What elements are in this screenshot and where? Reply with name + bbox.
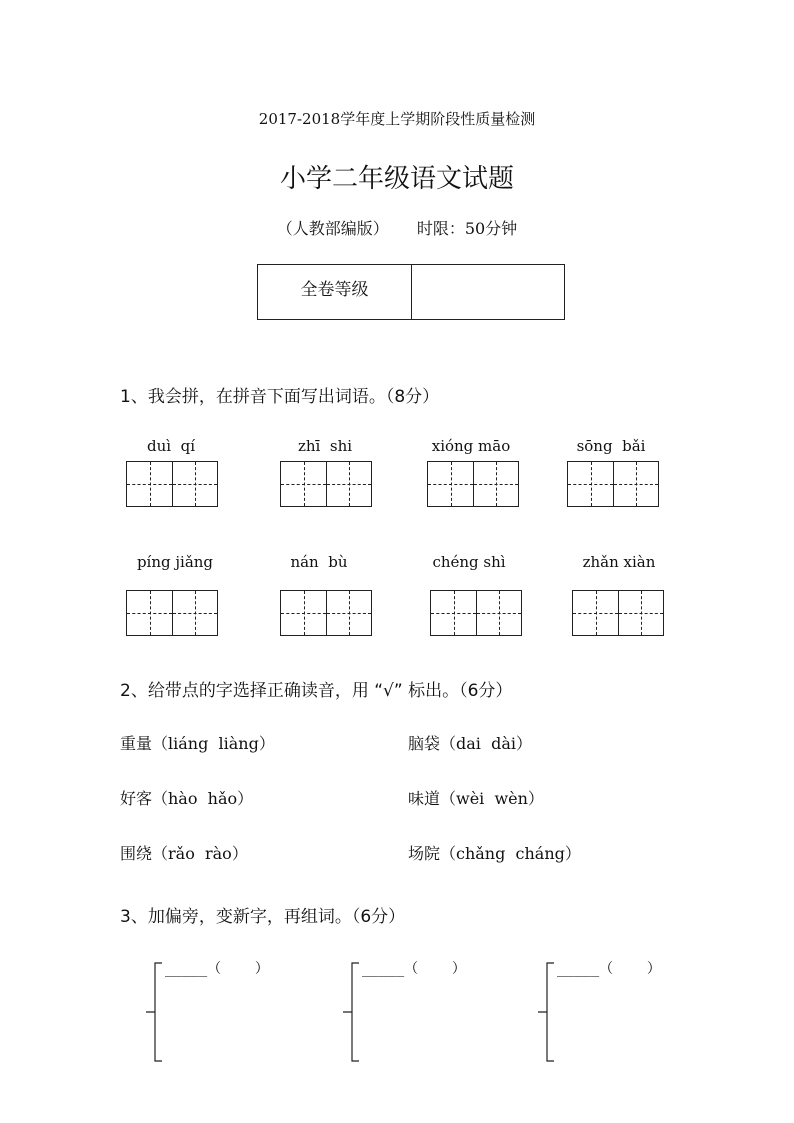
grade-table bbox=[257, 264, 565, 320]
grade-value bbox=[412, 265, 564, 319]
writing-grid[interactable] bbox=[126, 590, 218, 636]
writing-cell[interactable] bbox=[431, 591, 476, 635]
page-title: 小学二年级语文试题 bbox=[279, 164, 514, 194]
word-blank[interactable]: _____（ ） bbox=[362, 961, 466, 977]
grade-label: 全卷等级 bbox=[258, 265, 412, 319]
edition-label: （人教部编版） bbox=[276, 219, 389, 238]
writing-cell[interactable] bbox=[281, 591, 326, 635]
left-brace-icon bbox=[341, 962, 361, 1062]
writing-grid[interactable] bbox=[572, 590, 664, 636]
reading-choice-item[interactable]: 围绕（rǎo rào） bbox=[120, 844, 248, 863]
pinyin-label: zhǎn xiàn bbox=[582, 553, 656, 571]
reading-choice-item[interactable]: 场院（chǎng cháng） bbox=[408, 844, 581, 863]
writing-cell[interactable] bbox=[613, 462, 658, 506]
writing-cell[interactable] bbox=[476, 591, 521, 635]
writing-grid[interactable] bbox=[567, 461, 659, 507]
writing-grid[interactable] bbox=[430, 590, 522, 636]
writing-grid[interactable] bbox=[280, 590, 372, 636]
writing-cell[interactable] bbox=[127, 462, 172, 506]
pinyin-label: píng jiǎng bbox=[136, 553, 214, 571]
question-3-title: 3、加偏旁，变新字，再组词。（6分） bbox=[120, 907, 406, 927]
writing-cell[interactable] bbox=[568, 462, 613, 506]
pinyin-label: xióng māo bbox=[431, 437, 511, 455]
question-1-title: 1、我会拼，在拼音下面写出词语。（8分） bbox=[120, 387, 440, 407]
pinyin-label: duì qí bbox=[147, 437, 195, 455]
exam-header: 2017-2018学年度上学期阶段性质量检测 bbox=[258, 110, 536, 128]
pinyin-label: nán bù bbox=[290, 553, 348, 571]
writing-cell[interactable] bbox=[326, 462, 371, 506]
writing-cell[interactable] bbox=[172, 462, 217, 506]
writing-grid[interactable] bbox=[427, 461, 519, 507]
writing-cell[interactable] bbox=[473, 462, 518, 506]
writing-grid[interactable] bbox=[126, 461, 218, 507]
writing-grid[interactable] bbox=[280, 461, 372, 507]
reading-choice-item[interactable]: 好客（hào hǎo） bbox=[120, 789, 254, 808]
word-blank[interactable]: _____（ ） bbox=[557, 961, 661, 977]
writing-cell[interactable] bbox=[618, 591, 663, 635]
pinyin-label: zhī shi bbox=[297, 437, 353, 455]
pinyin-label: chéng shì bbox=[432, 553, 506, 571]
time-limit-label: 时限：50分钟 bbox=[416, 219, 518, 238]
left-brace-icon bbox=[144, 962, 164, 1062]
writing-cell[interactable] bbox=[127, 591, 172, 635]
subtitle bbox=[0, 216, 794, 239]
reading-choice-item[interactable]: 重量（liáng liàng） bbox=[120, 734, 275, 753]
word-blank[interactable]: _____（ ） bbox=[165, 961, 269, 977]
reading-choice-item[interactable]: 味道（wèi wèn） bbox=[408, 789, 544, 808]
writing-cell[interactable] bbox=[326, 591, 371, 635]
pinyin-label: sōng bǎi bbox=[576, 437, 646, 455]
writing-cell[interactable] bbox=[172, 591, 217, 635]
writing-cell[interactable] bbox=[281, 462, 326, 506]
question-2-title: 2、给带点的字选择正确读音，用 “√” 标出。（6分） bbox=[120, 681, 513, 701]
reading-choice-item[interactable]: 脑袋（dai dài） bbox=[408, 734, 532, 753]
writing-cell[interactable] bbox=[428, 462, 473, 506]
writing-cell[interactable] bbox=[573, 591, 618, 635]
left-brace-icon bbox=[536, 962, 556, 1062]
